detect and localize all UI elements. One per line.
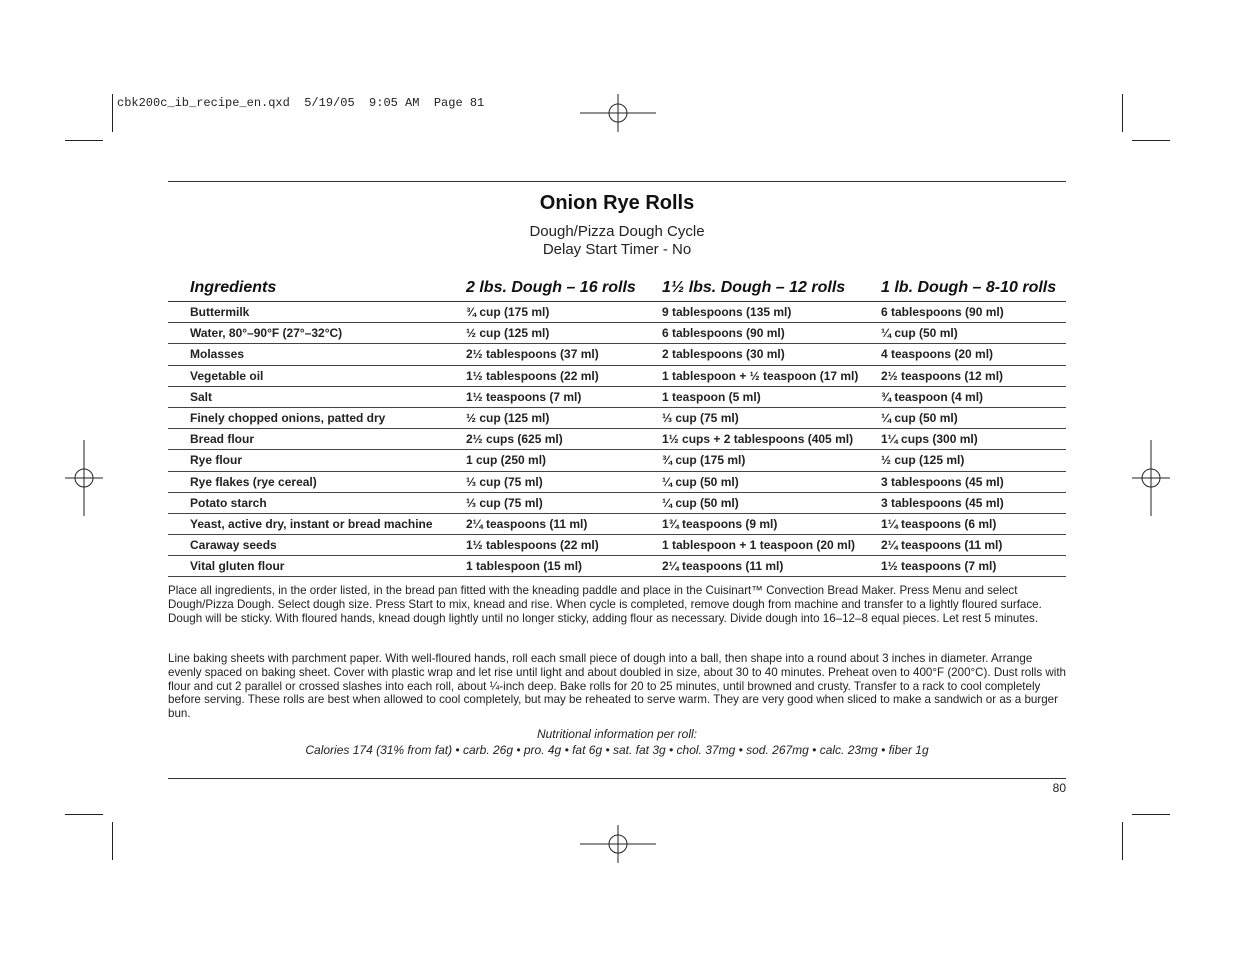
table-row: [168, 344, 1066, 365]
amount-1-5lb: 1 teaspoon (5 ml): [662, 386, 881, 407]
table-row: [168, 407, 1066, 428]
amount-2lb: 1 tablespoon (15 ml): [466, 556, 662, 577]
crop-mark-tl-v: [112, 94, 113, 132]
amount-1lb: 2½ teaspoons (12 ml): [881, 365, 1066, 386]
ingredient-name: Bread flour: [168, 429, 466, 450]
top-rule: [168, 181, 1066, 182]
amount-1lb: 1¼ teaspoons (6 ml): [881, 513, 1066, 534]
amount-2lb: 2¼ teaspoons (11 ml): [466, 513, 662, 534]
table-row: [168, 513, 1066, 534]
table-row: [168, 386, 1066, 407]
table-row: [168, 450, 1066, 471]
amount-2lb: ½ cup (125 ml): [466, 407, 662, 428]
registration-mark-top-icon: [580, 94, 656, 132]
recipe-title: Onion Rye Rolls: [539, 192, 695, 214]
registration-mark-left-icon: [65, 440, 103, 516]
ingredient-name: Potato starch: [168, 492, 466, 513]
crop-mark-tr-h: [1132, 140, 1170, 141]
amount-2lb: ⅓ cup (75 ml): [466, 492, 662, 513]
table-row: [168, 492, 1066, 513]
header-ingredients: Ingredients: [168, 278, 466, 302]
amount-2lb: 1 cup (250 ml): [466, 450, 662, 471]
file-slug: cbk200c_ib_recipe_en.qxd 5/19/05 9:05 AM Page 81: [117, 96, 485, 110]
ingredients-table: [168, 278, 1066, 577]
amount-1-5lb: 2 tablespoons (30 ml): [662, 344, 881, 365]
ingredient-name: Vital gluten flour: [168, 556, 466, 577]
crop-mark-br-h: [1132, 814, 1170, 815]
amount-1lb: 6 tablespoons (90 ml): [881, 302, 1066, 323]
amount-1lb: 2¼ teaspoons (11 ml): [881, 535, 1066, 556]
ingredient-name: Rye flour: [168, 450, 466, 471]
instructions-paragraph-2: Line baking sheets with parchment paper. With well-floured hands, roll each small piece of dough into a ball, then shape into a round about 3 inches in diameter. Arrange evenly spaced on baking sheet. Cover with plastic wrap and let rise until light and about doubled in size, about 30 to 40 minutes. Preheat oven to 400°F (200°C). Dust rolls with flour and cut 2 parallel or crossed slashes into each roll, about ¼-inch deep. Bake rolls for 20 to 25 minutes, until browned and crusty. Transfer to a rack to cool completely before serving. These rolls are best when allowed to cool completely, but may be reheated to serve warm. They are very good when sliced to make a sandwich or as a burger bun.: [168, 652, 1066, 721]
ingredient-name: Vegetable oil: [168, 365, 466, 386]
amount-2lb: ¾ cup (175 ml): [466, 302, 662, 323]
table-row: [168, 556, 1066, 577]
ingredient-name: Caraway seeds: [168, 535, 466, 556]
bottom-rule: [168, 778, 1066, 779]
amount-1-5lb: 2¼ teaspoons (11 ml): [662, 556, 881, 577]
header-2lb: 2 lbs. Dough – 16 rolls: [466, 278, 662, 302]
table-row: [168, 535, 1066, 556]
header-1-5lb: 1½ lbs. Dough – 12 rolls: [662, 278, 881, 302]
amount-1-5lb: 9 tablespoons (135 ml): [662, 302, 881, 323]
amount-1-5lb: 1 tablespoon + 1 teaspoon (20 ml): [662, 535, 881, 556]
ingredient-name: Molasses: [168, 344, 466, 365]
table-row: [168, 365, 1066, 386]
ingredient-name: Yeast, active dry, instant or bread machine: [168, 513, 466, 534]
amount-1-5lb: ¼ cup (50 ml): [662, 471, 881, 492]
ingredient-name: Water, 80°–90°F (27°–32°C): [168, 323, 466, 344]
instructions-paragraph-1: Place all ingredients, in the order listed, in the bread pan fitted with the kneading paddle and place in the Cuisinart™ Convection Bread Maker. Press Menu and select Dough/Pizza Dough. Select dough size. Press Start to mix, knead and rise. When cycle is completed, remove dough from machine and transfer to a lightly floured surface. Dough will be sticky. With floured hands, knead dough lightly until no longer sticky, adding flour as necessary. Divide dough into 16–12–8 equal pieces. Let rest 5 minutes.: [168, 584, 1042, 625]
table-header-row: [168, 278, 1066, 302]
ingredient-name: Rye flakes (rye cereal): [168, 471, 466, 492]
amount-2lb: ½ cup (125 ml): [466, 323, 662, 344]
amount-1-5lb: 1½ cups + 2 tablespoons (405 ml): [662, 429, 881, 450]
registration-mark-bottom-icon: [580, 825, 656, 863]
ingredient-name: Buttermilk: [168, 302, 466, 323]
crop-mark-tl-h: [65, 140, 103, 141]
amount-2lb: 2½ cups (625 ml): [466, 429, 662, 450]
cycle-label: Dough/Pizza Dough Cycle: [529, 223, 705, 240]
amount-2lb: 2½ tablespoons (37 ml): [466, 344, 662, 365]
delay-timer-label: Delay Start Timer - No: [542, 241, 692, 258]
amount-1lb: 1½ teaspoons (7 ml): [881, 556, 1066, 577]
amount-2lb: 1½ tablespoons (22 ml): [466, 535, 662, 556]
amount-1-5lb: ⅓ cup (75 ml): [662, 407, 881, 428]
amount-1lb: 1¼ cups (300 ml): [881, 429, 1066, 450]
nutrition-values: Calories 174 (31% from fat) • carb. 26g • pro. 4g • fat 6g • sat. fat 3g • chol. 37mg • sod. 267mg • calc. 23mg • fiber 1g: [305, 743, 929, 757]
amount-1-5lb: ¾ cup (175 ml): [662, 450, 881, 471]
table-row: [168, 323, 1066, 344]
amount-2lb: 1½ tablespoons (22 ml): [466, 365, 662, 386]
crop-mark-bl-v: [112, 822, 113, 860]
amount-1lb: 3 tablespoons (45 ml): [881, 492, 1066, 513]
table-row: [168, 302, 1066, 323]
amount-1-5lb: 1¾ teaspoons (9 ml): [662, 513, 881, 534]
crop-mark-tr-v: [1122, 94, 1123, 132]
nutrition-label: Nutritional information per roll:: [536, 727, 698, 741]
amount-2lb: ⅓ cup (75 ml): [466, 471, 662, 492]
ingredient-name: Finely chopped onions, patted dry: [168, 407, 466, 428]
amount-1-5lb: ¼ cup (50 ml): [662, 492, 881, 513]
registration-mark-right-icon: [1132, 440, 1170, 516]
crop-mark-br-v: [1122, 822, 1123, 860]
amount-2lb: 1½ teaspoons (7 ml): [466, 386, 662, 407]
amount-1lb: 3 tablespoons (45 ml): [881, 471, 1066, 492]
amount-1lb: 4 teaspoons (20 ml): [881, 344, 1066, 365]
page-number: 80: [1052, 781, 1066, 795]
table-row: [168, 471, 1066, 492]
amount-1lb: ¼ cup (50 ml): [881, 407, 1066, 428]
header-1lb: 1 lb. Dough – 8-10 rolls: [881, 278, 1066, 302]
crop-mark-bl-h: [65, 814, 103, 815]
amount-1lb: ¼ cup (50 ml): [881, 323, 1066, 344]
amount-1lb: ½ cup (125 ml): [881, 450, 1066, 471]
ingredient-name: Salt: [168, 386, 466, 407]
amount-1-5lb: 1 tablespoon + ½ teaspoon (17 ml): [662, 365, 881, 386]
amount-1lb: ¾ teaspoon (4 ml): [881, 386, 1066, 407]
amount-1-5lb: 6 tablespoons (90 ml): [662, 323, 881, 344]
table-row: [168, 429, 1066, 450]
